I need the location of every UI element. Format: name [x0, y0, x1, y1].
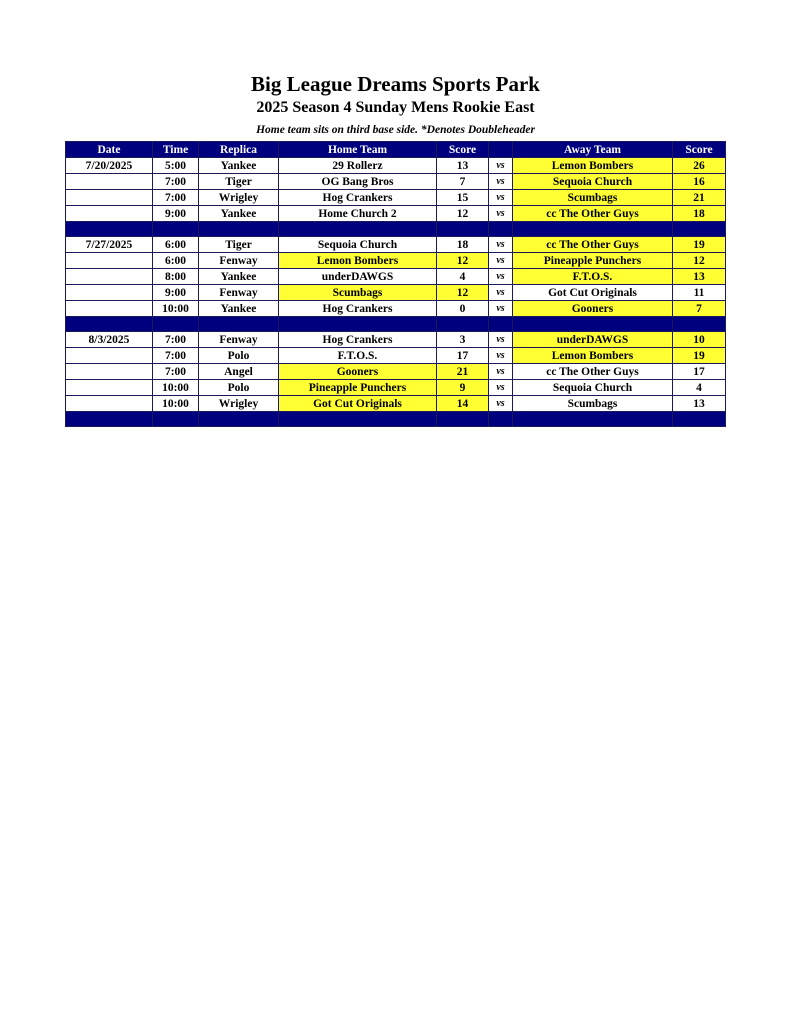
vs-label: vs — [489, 380, 513, 396]
away-team: Got Cut Originals — [513, 285, 673, 301]
away-team: Scumbags — [513, 396, 673, 412]
game-replica: Fenway — [199, 285, 279, 301]
separator-cell — [673, 222, 726, 237]
away-team: Lemon Bombers — [513, 348, 673, 364]
game-date — [66, 269, 153, 285]
separator-cell — [279, 317, 437, 332]
separator-cell — [513, 222, 673, 237]
game-date — [66, 190, 153, 206]
game-replica: Tiger — [199, 237, 279, 253]
vs-label: vs — [489, 237, 513, 253]
away-score: 19 — [673, 348, 726, 364]
home-score: 12 — [437, 206, 489, 222]
away-team: Sequoia Church — [513, 174, 673, 190]
separator-cell — [673, 412, 726, 427]
game-time: 10:00 — [153, 380, 199, 396]
home-score: 17 — [437, 348, 489, 364]
game-time: 8:00 — [153, 269, 199, 285]
vs-label: vs — [489, 396, 513, 412]
separator-cell — [66, 412, 153, 427]
table-row — [66, 348, 726, 364]
game-time: 7:00 — [153, 190, 199, 206]
home-team: OG Bang Bros — [279, 174, 437, 190]
col-header-away-team: Away Team — [513, 142, 673, 158]
game-replica: Yankee — [199, 206, 279, 222]
page-title: Big League Dreams Sports Park — [251, 72, 540, 96]
away-score: 26 — [673, 158, 726, 174]
game-replica: Fenway — [199, 332, 279, 348]
game-date: 7/20/2025 — [66, 158, 153, 174]
game-replica: Tiger — [199, 174, 279, 190]
away-score: 21 — [673, 190, 726, 206]
game-replica: Wrigley — [199, 190, 279, 206]
separator-cell — [199, 412, 279, 427]
separator-cell — [66, 222, 153, 237]
home-score: 12 — [437, 285, 489, 301]
vs-label: vs — [489, 174, 513, 190]
away-score: 16 — [673, 174, 726, 190]
separator-cell — [279, 222, 437, 237]
game-date — [66, 348, 153, 364]
separator-cell — [513, 412, 673, 427]
game-time: 6:00 — [153, 253, 199, 269]
table-row — [66, 396, 726, 412]
away-score: 13 — [673, 269, 726, 285]
separator-cell — [437, 412, 489, 427]
home-score: 3 — [437, 332, 489, 348]
schedule-table — [65, 141, 726, 427]
table-row — [66, 174, 726, 190]
week-separator-row — [66, 317, 726, 332]
home-team: 29 Rollerz — [279, 158, 437, 174]
game-time: 9:00 — [153, 206, 199, 222]
vs-label: vs — [489, 364, 513, 380]
table-row — [66, 285, 726, 301]
vs-label: vs — [489, 190, 513, 206]
home-score: 21 — [437, 364, 489, 380]
game-time: 7:00 — [153, 348, 199, 364]
game-replica: Polo — [199, 380, 279, 396]
separator-cell — [199, 222, 279, 237]
home-team: underDAWGS — [279, 269, 437, 285]
home-team: Hog Crankers — [279, 332, 437, 348]
col-header-away-score: Score — [673, 142, 726, 158]
col-header-vs — [489, 142, 513, 158]
table-row — [66, 301, 726, 317]
away-team: cc The Other Guys — [513, 237, 673, 253]
home-score: 18 — [437, 237, 489, 253]
game-date — [66, 396, 153, 412]
game-date — [66, 301, 153, 317]
game-time: 7:00 — [153, 364, 199, 380]
away-score: 10 — [673, 332, 726, 348]
game-replica: Angel — [199, 364, 279, 380]
away-team: cc The Other Guys — [513, 364, 673, 380]
separator-cell — [66, 317, 153, 332]
separator-cell — [153, 222, 199, 237]
home-team: Hog Crankers — [279, 301, 437, 317]
table-row — [66, 206, 726, 222]
away-score: 11 — [673, 285, 726, 301]
col-header-date: Date — [66, 142, 153, 158]
away-team: Lemon Bombers — [513, 158, 673, 174]
table-row — [66, 237, 726, 253]
home-team: F.T.O.S. — [279, 348, 437, 364]
separator-cell — [153, 412, 199, 427]
separator-cell — [437, 317, 489, 332]
game-replica: Wrigley — [199, 396, 279, 412]
game-date — [66, 253, 153, 269]
table-row — [66, 253, 726, 269]
week-separator-row — [66, 222, 726, 237]
home-score: 12 — [437, 253, 489, 269]
away-score: 7 — [673, 301, 726, 317]
col-header-replica: Replica — [199, 142, 279, 158]
separator-cell — [437, 222, 489, 237]
table-row — [66, 380, 726, 396]
home-score: 4 — [437, 269, 489, 285]
vs-label: vs — [489, 332, 513, 348]
away-team: Pineapple Punchers — [513, 253, 673, 269]
separator-cell — [153, 317, 199, 332]
home-score: 9 — [437, 380, 489, 396]
schedule-body — [66, 158, 726, 427]
home-team: Pineapple Punchers — [279, 380, 437, 396]
separator-cell — [673, 317, 726, 332]
separator-cell — [513, 317, 673, 332]
home-score: 7 — [437, 174, 489, 190]
game-replica: Yankee — [199, 158, 279, 174]
away-team: Scumbags — [513, 190, 673, 206]
table-row — [66, 190, 726, 206]
table-row — [66, 158, 726, 174]
game-date: 7/27/2025 — [66, 237, 153, 253]
separator-cell — [489, 317, 513, 332]
vs-label: vs — [489, 269, 513, 285]
vs-label: vs — [489, 206, 513, 222]
game-date — [66, 206, 153, 222]
separator-cell — [199, 317, 279, 332]
home-score: 15 — [437, 190, 489, 206]
home-team: Hog Crankers — [279, 190, 437, 206]
home-team: Home Church 2 — [279, 206, 437, 222]
separator-cell — [489, 412, 513, 427]
away-score: 12 — [673, 253, 726, 269]
away-team: cc The Other Guys — [513, 206, 673, 222]
away-score: 17 — [673, 364, 726, 380]
away-team: Gooners — [513, 301, 673, 317]
home-score: 13 — [437, 158, 489, 174]
home-team: Lemon Bombers — [279, 253, 437, 269]
game-replica: Fenway — [199, 253, 279, 269]
home-team: Sequoia Church — [279, 237, 437, 253]
table-row — [66, 364, 726, 380]
page-note: Home team sits on third base side. *Denotes Doubleheader — [256, 124, 535, 136]
table-row — [66, 332, 726, 348]
page-subtitle: 2025 Season 4 Sunday Mens Rookie East — [256, 99, 535, 116]
game-replica: Yankee — [199, 269, 279, 285]
game-time: 6:00 — [153, 237, 199, 253]
separator-cell — [279, 412, 437, 427]
home-team: Gooners — [279, 364, 437, 380]
away-team: Sequoia Church — [513, 380, 673, 396]
game-time: 10:00 — [153, 396, 199, 412]
col-header-time: Time — [153, 142, 199, 158]
game-time: 10:00 — [153, 301, 199, 317]
game-replica: Polo — [199, 348, 279, 364]
home-team: Scumbags — [279, 285, 437, 301]
home-score: 14 — [437, 396, 489, 412]
week-separator-row — [66, 412, 726, 427]
game-replica: Yankee — [199, 301, 279, 317]
col-header-home-team: Home Team — [279, 142, 437, 158]
away-score: 18 — [673, 206, 726, 222]
game-date — [66, 364, 153, 380]
table-row — [66, 269, 726, 285]
away-score: 19 — [673, 237, 726, 253]
away-team: underDAWGS — [513, 332, 673, 348]
vs-label: vs — [489, 348, 513, 364]
home-score: 0 — [437, 301, 489, 317]
separator-cell — [489, 222, 513, 237]
away-score: 13 — [673, 396, 726, 412]
game-time: 7:00 — [153, 174, 199, 190]
vs-label: vs — [489, 253, 513, 269]
home-team: Got Cut Originals — [279, 396, 437, 412]
game-date — [66, 174, 153, 190]
vs-label: vs — [489, 158, 513, 174]
game-time: 9:00 — [153, 285, 199, 301]
game-time: 5:00 — [153, 158, 199, 174]
away-score: 4 — [673, 380, 726, 396]
game-time: 7:00 — [153, 332, 199, 348]
away-team: F.T.O.S. — [513, 269, 673, 285]
col-header-home-score: Score — [437, 142, 489, 158]
game-date — [66, 380, 153, 396]
game-date: 8/3/2025 — [66, 332, 153, 348]
table-header-row — [66, 142, 726, 158]
vs-label: vs — [489, 285, 513, 301]
game-date — [66, 285, 153, 301]
vs-label: vs — [489, 301, 513, 317]
